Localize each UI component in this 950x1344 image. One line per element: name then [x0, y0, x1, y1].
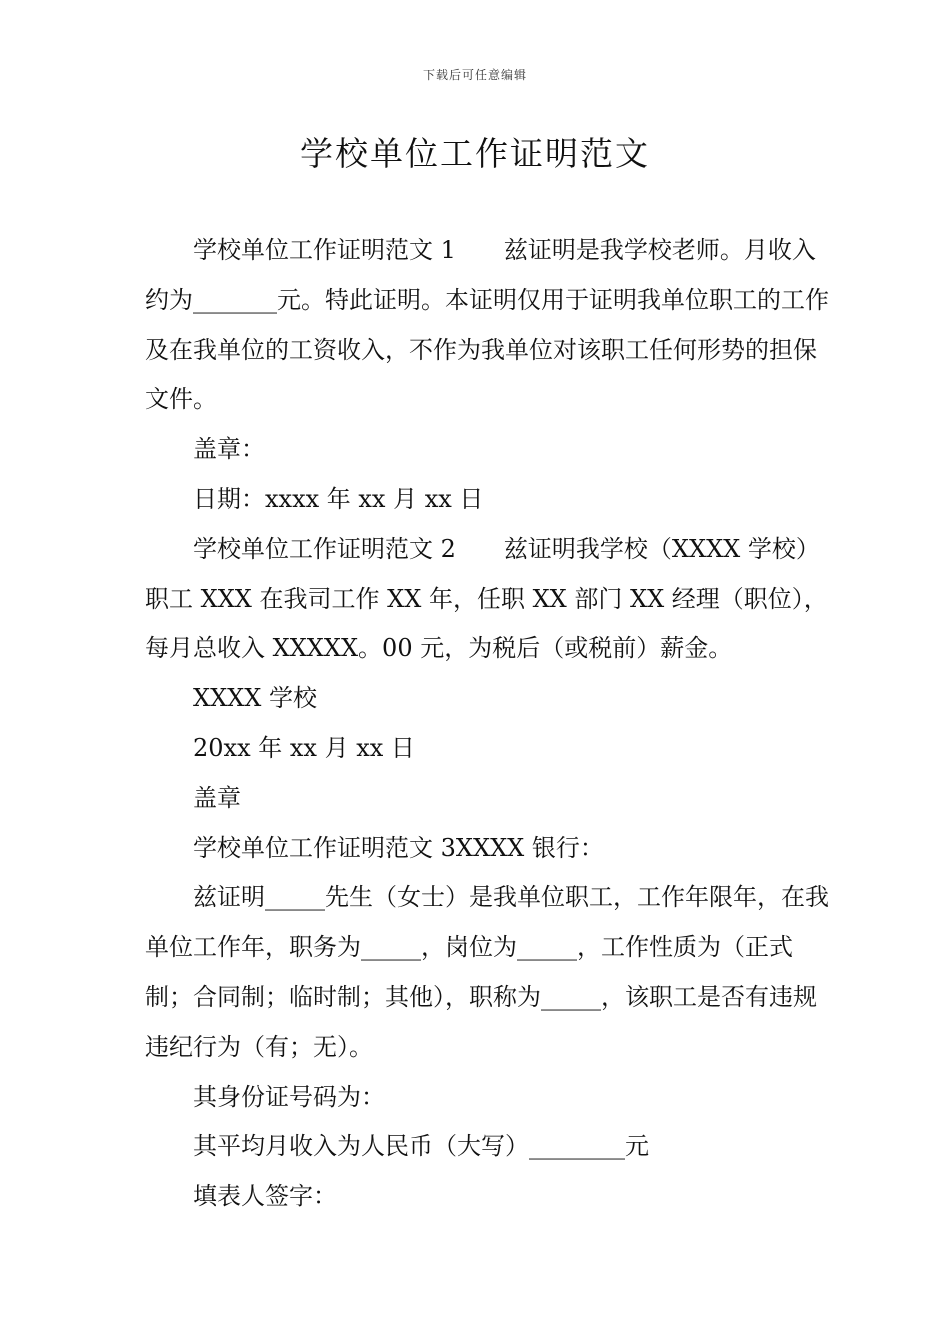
paragraph-school-name: XXXX 学校 [193, 684, 317, 713]
page-header-note: 下载后可任意编辑 [422, 68, 527, 82]
paragraph-date-2: 20xx 年 xx 月 xx 日 [193, 733, 415, 762]
paragraph-seal-2: 盖章 [193, 783, 241, 812]
paragraph-date-1: 日期：xxxx 年 xx 月 xx 日 [193, 484, 484, 513]
paragraph-sample-3-heading: 学校单位工作证明范文 3XXXX 银行： [193, 833, 604, 862]
paragraph-id-number: 其身份证号码为： [193, 1082, 385, 1111]
paragraph-sample-2: 学校单位工作证明范文 2 兹证明我学校（XXXX 学校）职工 XXX 在我司工作 XX 年，任职 XX 部门 XX 经理（职位），每月总收入 XXXXX。00 元，为税后（或税前）薪金。 [145, 534, 828, 663]
paragraph-sample-1: 学校单位工作证明范文 1 兹证明是我学校老师。月收入约为_______元。特此证明。本证明仅用于证明我单位职工的工作及在我单位的工资收入，不作为我单位对该职工任何形势的担保文件。 [145, 236, 829, 414]
document-title: 学校单位工作证明范文 [300, 134, 650, 173]
document-body [145, 226, 835, 1222]
paragraph-monthly-income: 其平均月收入为人民币（大写）________元 [193, 1132, 649, 1161]
paragraph-signature: 填表人签字： [193, 1182, 337, 1211]
paragraph-seal-1: 盖章： [193, 435, 265, 464]
paragraph-sample-3-body: 兹证明_____先生（女士）是我单位职工，工作年限年，在我单位工作年，职务为_____，岗位为_____，工作性质为（正式制；合同制；临时制；其他），职称为_____，该职工是否有违规违纪行为（有；无）。 [145, 883, 829, 1061]
